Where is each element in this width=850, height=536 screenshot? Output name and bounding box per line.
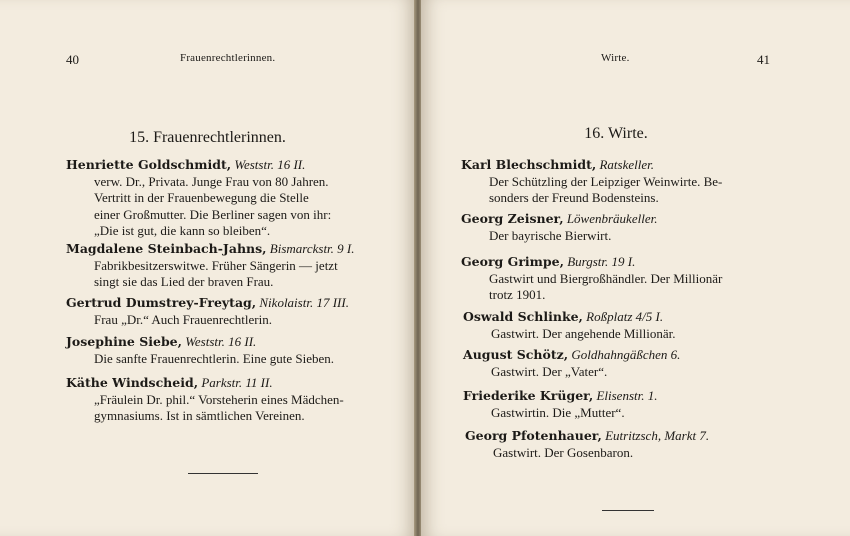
entry-address: Elisenstr. 1. — [596, 388, 658, 403]
entry-line: „Die ist gut, die kann so bleiben“. — [94, 223, 271, 238]
entry-address: Roßplatz 4/5 I. — [586, 309, 664, 324]
running-head-left: Frauenrechtlerinnen. — [180, 52, 276, 64]
entry-grimpe — [461, 254, 826, 304]
entry-krueger — [463, 388, 828, 421]
entry-blechschmidt — [461, 157, 826, 207]
entry-line: Frau „Dr.“ Auch Frauenrechtlerin. — [94, 311, 272, 327]
left-page — [0, 0, 415, 536]
entry-name: Magdalene Steinbach-Jahns, — [66, 241, 267, 256]
entry-line: einer Großmutter. Die Berliner sagen von ihr: — [94, 206, 332, 222]
entry-line: Gastwirt. Der Gosenbaron. — [493, 444, 634, 460]
entry-line: Fabrikbesitzerswitwe. Früher Sängerin — jetzt — [94, 257, 338, 273]
entry-name: August Schötz, — [463, 347, 569, 362]
entry-schoetz — [463, 347, 828, 380]
entry-line: singt sie das Lied der braven Frau. — [94, 274, 274, 289]
entry-name: Georg Grimpe, — [461, 254, 564, 269]
entry-name: Georg Pfotenhauer, — [465, 428, 602, 443]
entry-line: gymnasiums. Ist in sämtlichen Vereinen. — [94, 408, 305, 423]
right-page — [421, 0, 850, 536]
entry-address: Löwenbräukeller. — [566, 211, 658, 226]
entry-name: Friederike Krüger, — [463, 388, 594, 403]
page-number-right: 41 — [757, 52, 770, 67]
entry-goldschmidt — [66, 157, 396, 240]
end-rule-right — [602, 510, 654, 511]
entry-name: Georg Zeisner, — [461, 211, 564, 226]
entry-line: Gastwirt und Biergroßhändler. Der Millionär — [489, 270, 723, 286]
entry-line: Gastwirt. Der angehende Millionär. — [491, 325, 676, 341]
entry-address: Nikolaistr. 17 III. — [259, 295, 349, 310]
entry-address: Eutritzsch, Markt 7. — [605, 428, 710, 443]
entry-line: „Fräulein Dr. phil.“ Vorsteherin eines Mädchen- — [94, 391, 344, 407]
entry-siebe — [66, 334, 396, 367]
entry-name: Josephine Siebe, — [66, 334, 182, 349]
entry-address: Goldhahngäßchen 6. — [571, 347, 681, 362]
entry-address: Parkstr. 11 II. — [201, 375, 273, 390]
entry-line: Der bayrische Bierwirt. — [489, 227, 612, 243]
section-title-right: 16. Wirte. — [584, 125, 648, 142]
entry-address: Bismarckstr. 9 I. — [269, 241, 355, 256]
entry-line: sonders der Freund Bodensteins. — [489, 190, 659, 205]
entry-pfotenhauer — [465, 428, 830, 461]
entry-address: Burgstr. 19 I. — [567, 254, 636, 269]
end-rule-left — [188, 473, 258, 474]
entry-windscheid — [66, 375, 396, 425]
entry-zeisner — [461, 211, 826, 244]
entry-name: Henriette Goldschmidt, — [66, 157, 232, 172]
entry-schlinke — [463, 309, 828, 342]
entry-steinbach-jahns — [66, 241, 396, 291]
entry-line: trotz 1901. — [489, 287, 546, 302]
entry-address: Ratskeller. — [599, 157, 654, 172]
entry-name: Käthe Windscheid, — [66, 375, 199, 390]
entry-line: verw. Dr., Privata. Junge Frau von 80 Jahren. — [94, 173, 329, 189]
entry-line: Gastwirt. Der „Vater“. — [491, 363, 608, 379]
entry-name: Gertrud Dumstrey-Freytag, — [66, 295, 257, 310]
entry-line: Der Schützling der Leipziger Weinwirte. Be- — [489, 173, 723, 189]
entry-line: Gastwirtin. Die „Mutter“. — [491, 404, 625, 420]
entry-line: Vertritt in der Frauenbewegung die Stelle — [94, 190, 309, 205]
entry-dumstrey-freytag — [66, 295, 396, 328]
entry-address: Weststr. 16 II. — [234, 157, 306, 172]
entry-address: Weststr. 16 II. — [185, 334, 257, 349]
entry-name: Karl Blechschmidt, — [461, 157, 597, 172]
entry-line: Die sanfte Frauenrechtlerin. Eine gute Sieben. — [94, 350, 335, 366]
page-number-left: 40 — [66, 52, 79, 67]
entry-name: Oswald Schlinke, — [463, 309, 583, 324]
running-head-right: Wirte. — [601, 52, 630, 64]
section-title-left: 15. Frauenrechtlerinnen. — [129, 129, 286, 146]
